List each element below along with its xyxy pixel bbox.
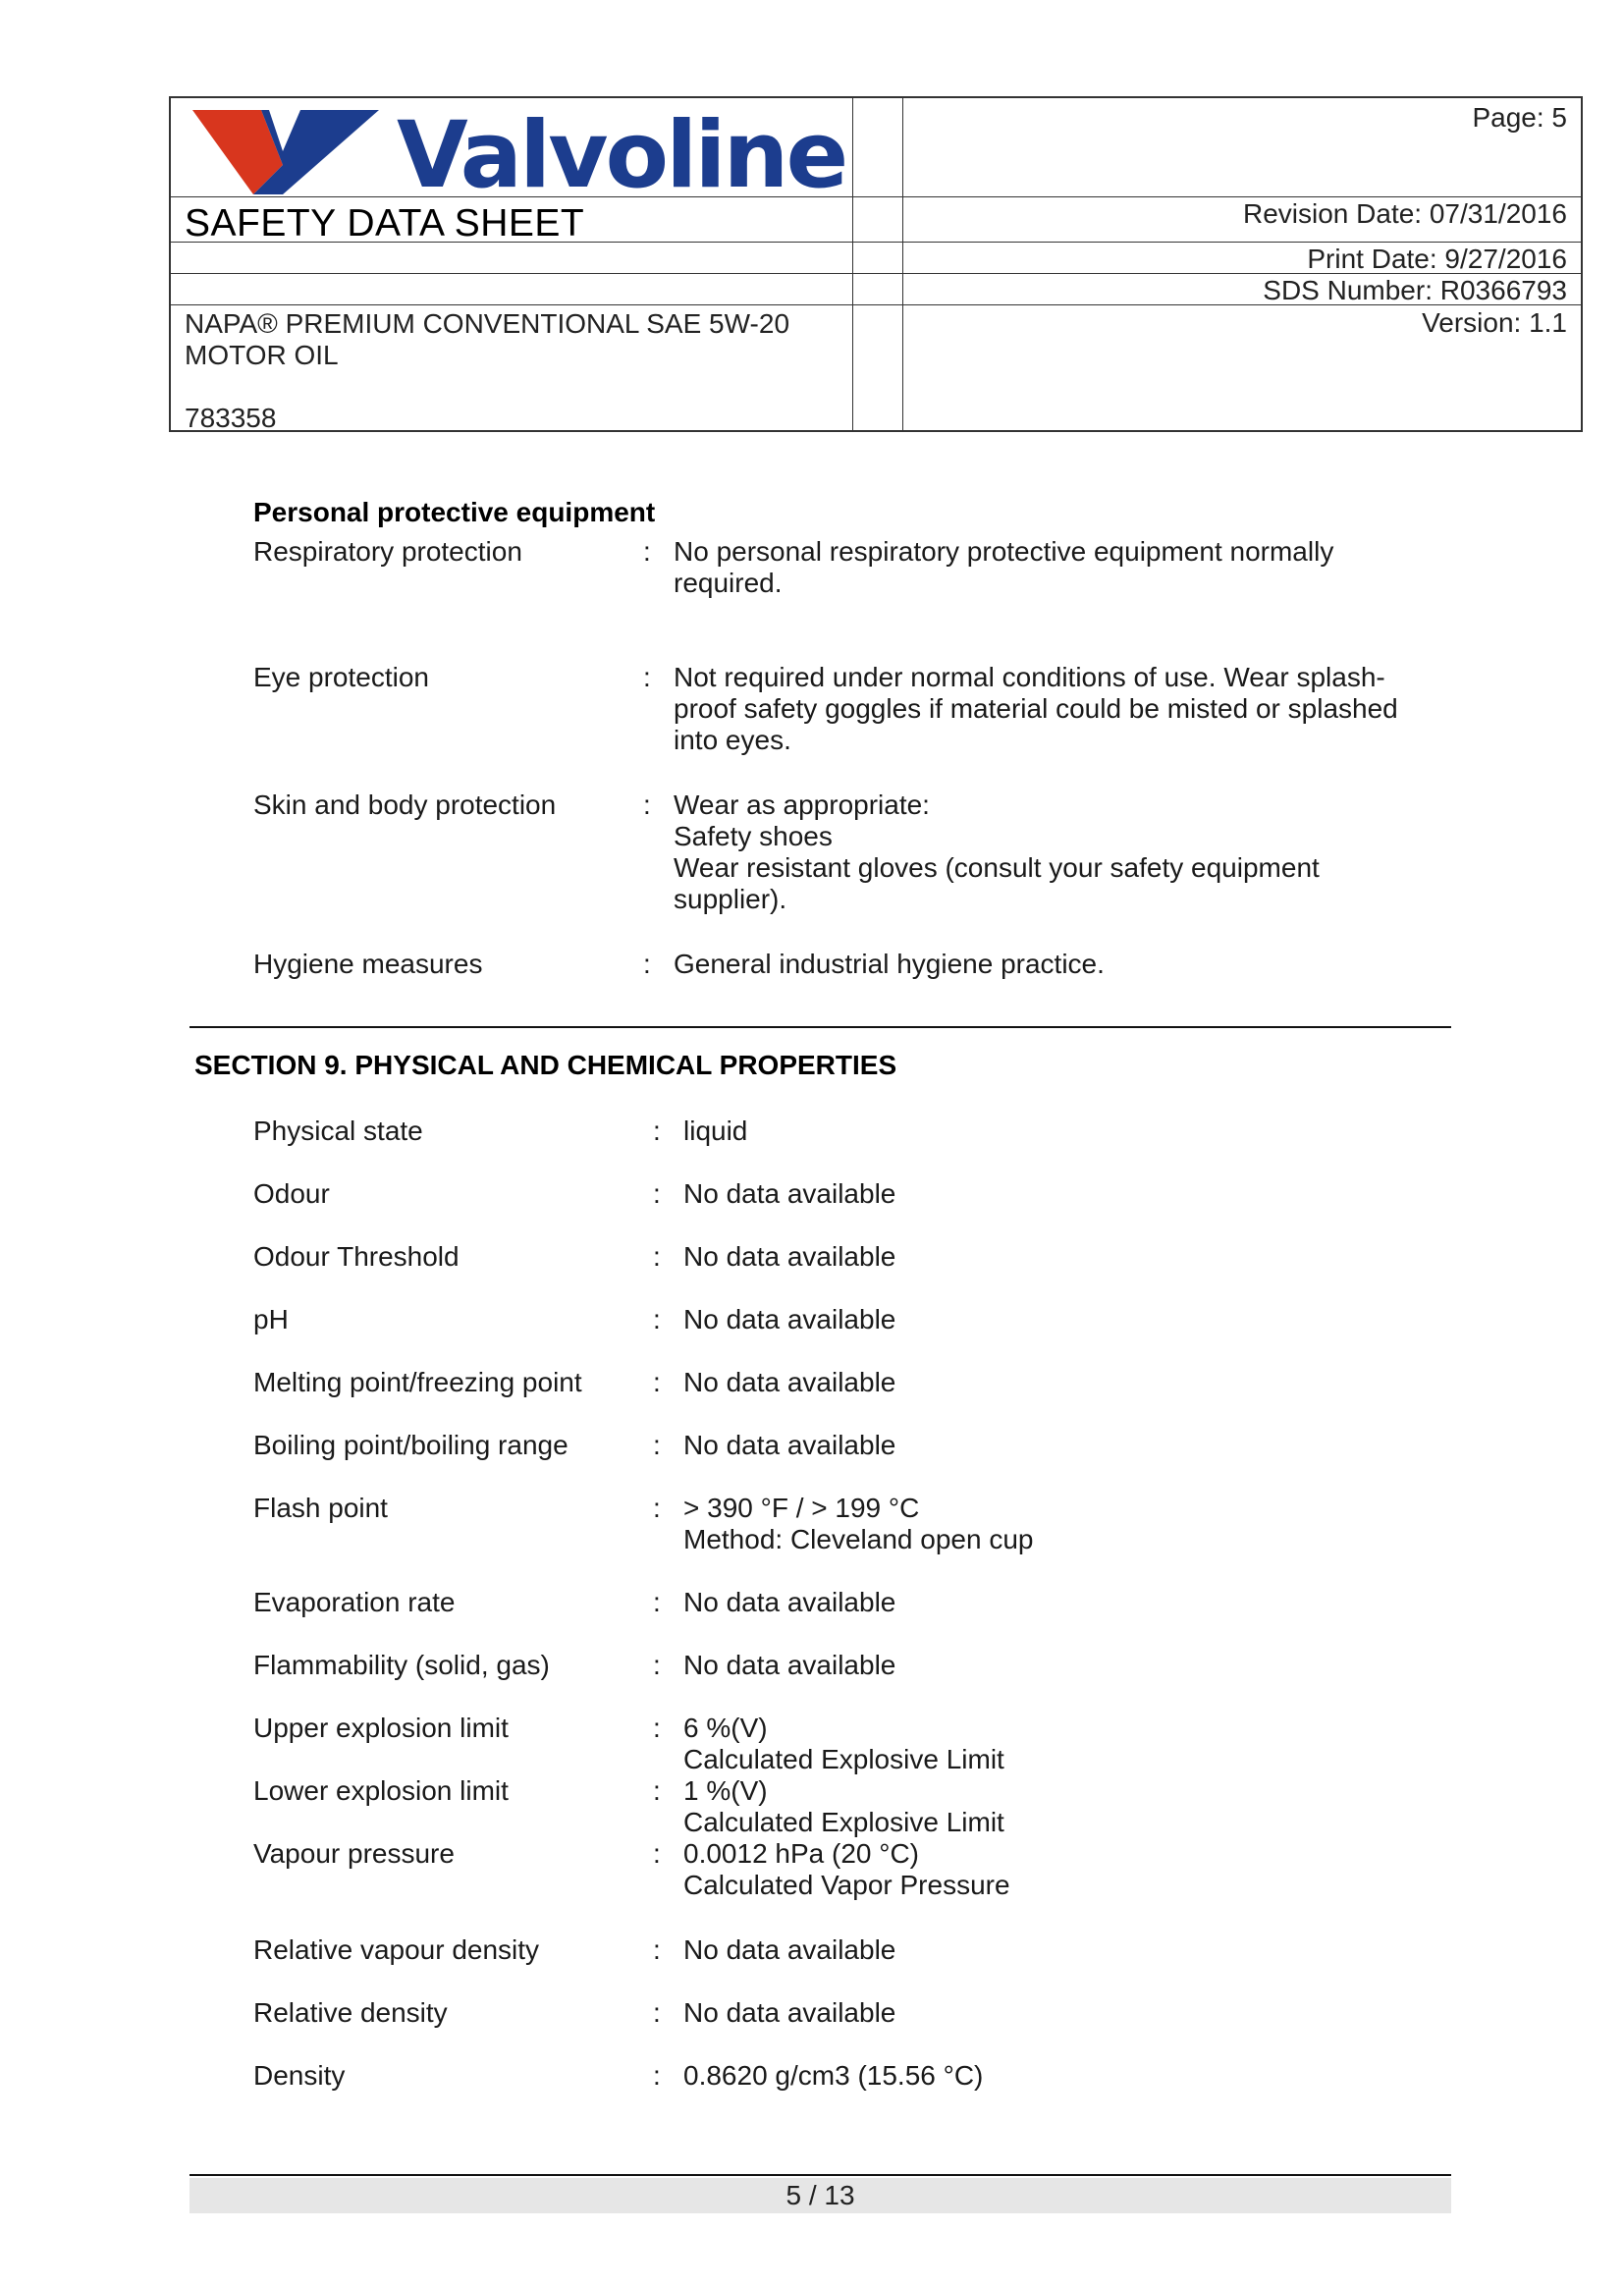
property-label: Melting point/freezing point [253, 1367, 582, 1397]
property-label: Flammability (solid, gas) [253, 1650, 550, 1680]
product-name-line2: MOTOR OIL [185, 340, 339, 370]
separator: : [653, 1713, 661, 1743]
separator: : [653, 1116, 661, 1146]
separator: : [653, 1997, 661, 2028]
separator: : [643, 662, 651, 692]
property-label: Respiratory protection [253, 536, 522, 567]
separator: : [653, 1430, 661, 1460]
document-title: SAFETY DATA SHEET [185, 202, 585, 245]
property-label: Relative vapour density [253, 1934, 540, 1965]
separator: : [643, 536, 651, 567]
property-value: Wear resistant gloves (consult your safety equipment [674, 852, 1320, 883]
product-code: 783358 [185, 403, 277, 433]
property-value: No data available [683, 1241, 896, 1272]
property-value: liquid [683, 1116, 748, 1146]
property-value: No data available [683, 1997, 896, 2028]
property-value: proof safety goggles if material could be misted or splashed [674, 693, 1398, 724]
page-number: 5 / 13 [785, 2180, 855, 2210]
property-value: Calculated Vapor Pressure [683, 1870, 1010, 1900]
property-value: No data available [683, 1430, 896, 1460]
version: Version: 1.1 [1422, 307, 1567, 338]
property-label: Evaporation rate [253, 1587, 456, 1617]
property-value: No data available [683, 1587, 896, 1617]
revision-date: Revision Date: 07/31/2016 [1243, 198, 1567, 229]
section-9-heading: SECTION 9. PHYSICAL AND CHEMICAL PROPERTIES [194, 1050, 897, 1080]
property-value: No data available [683, 1934, 896, 1965]
separator: : [653, 1775, 661, 1806]
property-label: Lower explosion limit [253, 1775, 509, 1806]
v-logo-icon [192, 104, 389, 194]
property-value: > 390 °F / > 199 °C [683, 1493, 920, 1523]
property-value: into eyes. [674, 725, 791, 755]
property-value: Not required under normal conditions of use. Wear splash- [674, 662, 1385, 692]
property-label: Hygiene measures [253, 949, 483, 979]
separator: : [653, 1650, 661, 1680]
property-value: 0.8620 g/cm3 (15.56 °C) [683, 2060, 984, 2091]
property-value: No data available [683, 1304, 896, 1334]
logo-wordmark: Valvoline [397, 102, 846, 209]
property-value: 6 %(V) [683, 1713, 768, 1743]
property-label: Eye protection [253, 662, 429, 692]
property-value: No data available [683, 1650, 896, 1680]
property-label: Upper explosion limit [253, 1713, 509, 1743]
property-value: required. [674, 568, 783, 598]
sds-number: SDS Number: R0366793 [1263, 275, 1567, 305]
header-table [169, 96, 1583, 432]
property-label: Boiling point/boiling range [253, 1430, 568, 1460]
product-name-line1: NAPA® PREMIUM CONVENTIONAL SAE 5W-20 [185, 308, 790, 339]
property-value: Wear as appropriate: [674, 789, 930, 820]
print-date: Print Date: 9/27/2016 [1307, 244, 1567, 274]
property-value: Safety shoes [674, 821, 833, 851]
separator: : [643, 789, 651, 820]
property-label: Physical state [253, 1116, 423, 1146]
footer-rule [189, 2174, 1451, 2176]
property-label: Density [253, 2060, 346, 2091]
separator: : [653, 2060, 661, 2091]
ppe-heading: Personal protective equipment [253, 497, 656, 527]
property-value: Calculated Explosive Limit [683, 1744, 1004, 1774]
property-label: Flash point [253, 1493, 388, 1523]
property-value: supplier). [674, 884, 787, 914]
separator: : [653, 1493, 661, 1523]
property-label: Odour [253, 1178, 330, 1209]
property-label: pH [253, 1304, 289, 1334]
valvoline-logo [192, 102, 846, 209]
separator: : [653, 1934, 661, 1965]
property-label: Relative density [253, 1997, 448, 2028]
page-label: Page: 5 [1472, 102, 1567, 133]
property-value: 1 %(V) [683, 1775, 768, 1806]
property-value: Calculated Explosive Limit [683, 1807, 1004, 1837]
property-label: Skin and body protection [253, 789, 557, 820]
property-value: No personal respiratory protective equipment normally [674, 536, 1334, 567]
property-value: No data available [683, 1367, 896, 1397]
property-label: Vapour pressure [253, 1838, 455, 1869]
property-label: Odour Threshold [253, 1241, 460, 1272]
separator: : [653, 1367, 661, 1397]
separator: : [653, 1587, 661, 1617]
separator: : [653, 1304, 661, 1334]
property-value: No data available [683, 1178, 896, 1209]
separator: : [653, 1838, 661, 1869]
section-divider [189, 1026, 1451, 1028]
separator: : [653, 1241, 661, 1272]
property-value: 0.0012 hPa (20 °C) [683, 1838, 920, 1869]
property-value: Method: Cleveland open cup [683, 1524, 1034, 1554]
separator: : [643, 949, 651, 979]
separator: : [653, 1178, 661, 1209]
property-value: General industrial hygiene practice. [674, 949, 1105, 979]
